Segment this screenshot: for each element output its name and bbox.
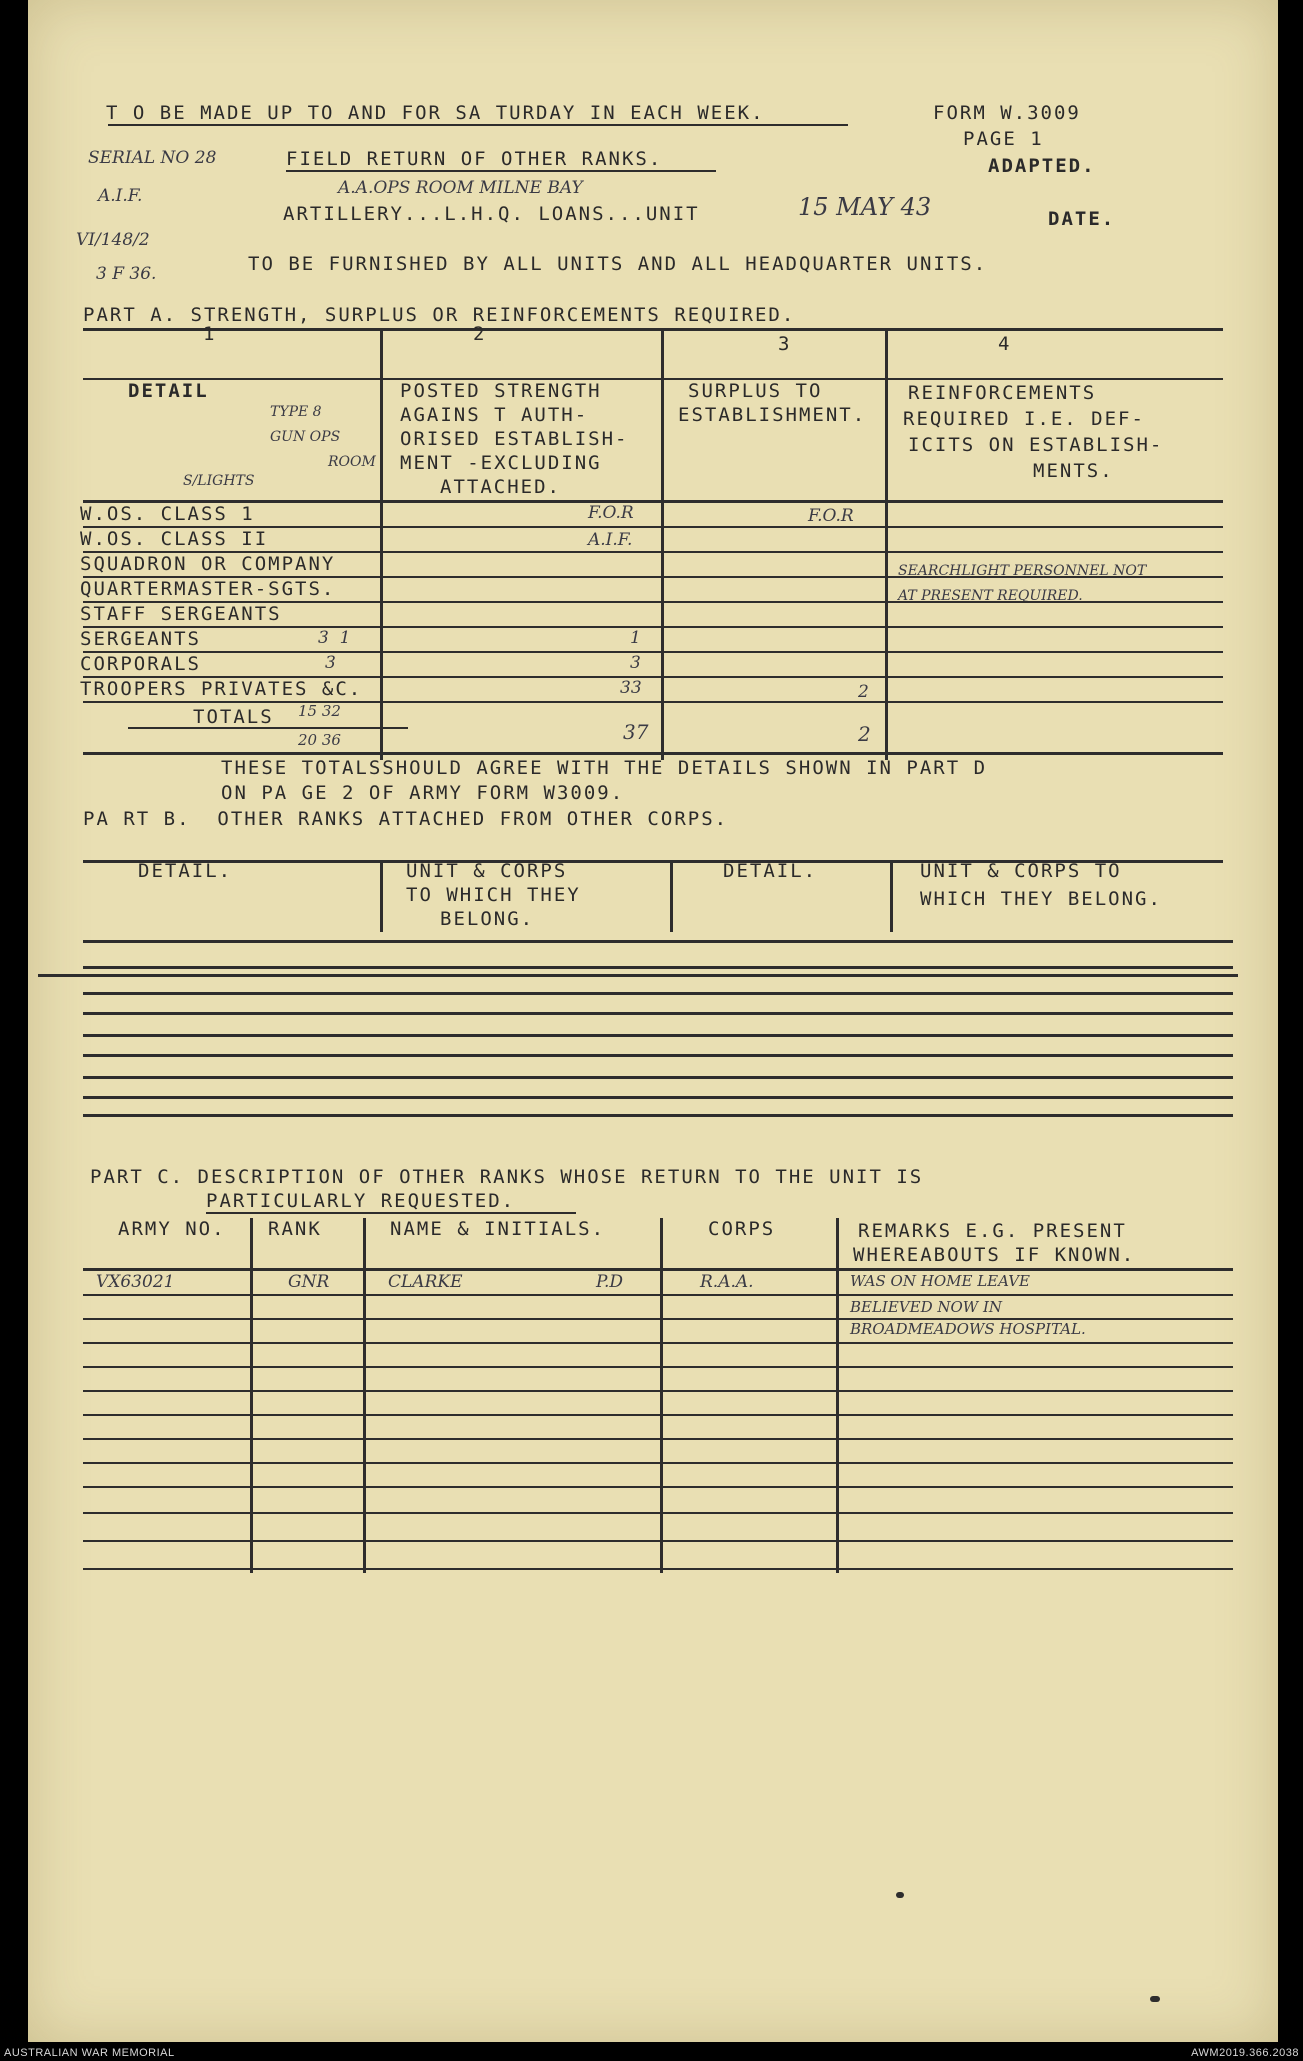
row-staff-sergeants: STAFF SERGEANTS [80,603,282,625]
row-quartermaster-reinf: AT PRESENT REQUIRED. [898,588,1083,604]
row-troopers: TROOPERS PRIVATES &C. [80,678,363,700]
entry-remarks-2: BELIEVED NOW IN [850,1298,1003,1316]
part-c-title-line2: PARTICULARLY REQUESTED. [206,1190,516,1212]
instruction-line: T O BE MADE UP TO AND FOR SA TURDAY IN EACH WEEK. [106,102,765,124]
page-label: PAGE 1 [963,128,1044,150]
part-b-line-1 [83,940,1233,943]
col-number-2: 2 [473,323,487,345]
totals-hand-2: 20 36 [298,731,341,749]
col-detail-header: DETAIL [128,380,209,402]
margin-note-aif: A.I.F. [98,186,143,206]
row-quartermaster: QUARTERMASTER-SGTS. [80,578,336,600]
total-posted: 37 [623,720,649,744]
entry-corps: R.A.A. [700,1272,754,1292]
margin-note-code: 3 F 36. [96,264,157,284]
part-c-col-army-no: ARMY NO. [118,1218,226,1240]
part-c-col-remarks-line2: WHEREABOUTS IF KNOWN. [853,1244,1136,1266]
part-b-line-10 [83,1114,1233,1117]
row-wo-class-1-surplus: F.O.R [808,506,854,526]
part-b-col-detail: DETAIL. [138,860,233,882]
row-wo-class-1: W.OS. CLASS 1 [80,503,255,525]
detail-note-type: TYPE 8 [270,404,322,420]
form-title: FIELD RETURN OF OTHER RANKS. [286,148,663,170]
part-a-title: PART A. STRENGTH, SURPLUS OR REINFORCEMENTS REQUIRED. [83,304,796,326]
row-corporals-posted: 3 [630,653,641,673]
col-number-3: 3 [778,333,792,355]
part-b-col2-line3: BELONG. [440,908,535,930]
unit-line: ARTILLERY...L.H.Q. LOANS...UNIT [283,203,700,225]
part-b-line-8 [83,1076,1233,1079]
row-sergeants-hand: 3 1 [318,628,351,648]
part-b-divider-3 [890,862,893,932]
part-c-col-rank: RANK [268,1218,322,1240]
part-c-title-underline [206,1212,576,1214]
row-troopers-posted: 33 [620,678,642,698]
entry-remarks-3: BROADMEADOWS HOSPITAL. [850,1320,1086,1338]
part-c-divider-3 [660,1218,663,1573]
part-c-line-10 [83,1512,1233,1514]
row-squadron: SQUADRON OR COMPANY [80,553,336,575]
part-c-line-11 [83,1540,1233,1542]
row-wo-class-2: W.OS. CLASS II [80,528,269,550]
col4-header-line4: MENTS. [1033,460,1114,482]
part-c-line-8 [83,1462,1233,1464]
footer-accession: AWM2019.366.2038 [1191,2047,1299,2059]
date-label: DATE. [1048,208,1116,230]
part-b-col4-line2: WHICH THEY BELONG. [920,888,1162,910]
part-c-col-corps: CORPS [708,1218,776,1240]
entry-name: CLARKE [388,1272,463,1292]
part-b-line-5 [83,1012,1233,1015]
part-b-col-detail-2: DETAIL. [723,860,818,882]
col4-header-line1: REINFORCEMENTS [908,382,1097,404]
form-title-underline [286,170,716,172]
row-wo-class-2-posted: A.I.F. [588,530,633,550]
part-c-line-1 [83,1294,1233,1296]
part-a-divider-1 [380,330,383,760]
part-a-rule-bottom [83,752,1223,755]
part-c-divider-1 [250,1218,253,1573]
col2-header-line2: AGAINS T AUTH- [400,404,589,426]
row-corporals: CORPORALS [80,653,201,675]
row-squadron-reinf: SEARCHLIGHT PERSONNEL NOT [898,563,1147,579]
part-a-rule-top [83,328,1223,331]
part-c-line-7 [83,1438,1233,1440]
serial-number: SERIAL NO 28 [88,148,217,168]
detail-note-searchlights: S/LIGHTS [183,473,255,489]
part-c-rule-header [83,1268,1233,1271]
col2-header-line3: ORISED ESTABLISH- [400,428,629,450]
footer-institution: AUSTRALIAN WAR MEMORIAL [4,2047,175,2059]
part-b-divider-1 [380,862,383,932]
part-b-title: PA RT B. OTHER RANKS ATTACHED FROM OTHER CORPS. [83,808,729,830]
part-b-col2-line1: UNIT & CORPS [406,860,568,882]
part-c-col-remarks: REMARKS E.G. PRESENT [858,1220,1127,1242]
instruction-underline [108,124,848,126]
col3-header-line1: SURPLUS TO [688,380,823,402]
totals-hand-1: 15 32 [298,702,341,720]
part-c-col-name: NAME & INITIALS. [390,1218,606,1240]
part-a-rule-numbers [83,378,1223,380]
row-troopers-surplus: 2 [858,682,869,702]
part-c-line-3 [83,1342,1233,1344]
form-number: FORM W.3009 [933,102,1081,124]
col3-header-line2: ESTABLISHMENT. [678,404,867,426]
entry-rank: GNR [288,1272,330,1292]
part-b-divider-2 [670,862,673,932]
col-number-1: 1 [203,323,217,345]
part-a-divider-2 [661,330,664,760]
col4-header-line2: REQUIRED I.E. DEF- [903,408,1145,430]
part-b-line-7 [83,1054,1233,1057]
totals-label: TOTALS [193,706,274,728]
part-c-title-line1: PART C. DESCRIPTION OF OTHER RANKS WHOSE RETURN TO THE UNIT IS [90,1166,924,1188]
col-number-4: 4 [998,333,1012,355]
col4-header-line3: ICITS ON ESTABLISH- [908,434,1164,456]
totals-rule [128,727,408,729]
part-c-line-4 [83,1366,1233,1368]
totals-note-line1: THESE TOTALSSHOULD AGREE WITH THE DETAILS SHOWN IN PART D [221,757,988,779]
part-b-line-4 [83,992,1233,995]
part-b-line-3 [38,974,1238,977]
entry-remarks-1: WAS ON HOME LEAVE [850,1272,1030,1290]
ink-speck [1150,1996,1160,2002]
col2-header-line4: MENT -EXCLUDING [400,452,602,474]
margin-note-reference: VI/148/2 [76,230,150,250]
document-page [28,0,1278,2042]
part-b-line-2 [83,966,1233,969]
part-c-line-5 [83,1390,1233,1392]
row-sergeants: SERGEANTS [80,628,201,650]
row-wo-class-1-posted: F.O.R [588,503,634,523]
entry-initials: P.D [596,1272,624,1292]
row-corporals-hand: 3 [325,653,336,673]
row-rule-6 [83,651,1223,653]
part-b-line-6 [83,1034,1233,1037]
part-c-line-12 [83,1568,1233,1570]
unit-handwritten: A.A.OPS ROOM MILNE BAY [338,178,583,198]
date-handwritten: 15 MAY 43 [798,193,932,221]
part-b-col2-line2: TO WHICH THEY [406,884,581,906]
total-surplus: 2 [858,722,871,746]
adapted-label: ADAPTED. [988,155,1096,177]
part-a-divider-3 [885,330,888,760]
part-c-line-9 [83,1486,1233,1488]
totals-note-line2: ON PA GE 2 OF ARMY FORM W3009. [221,782,625,804]
furnished-line: TO BE FURNISHED BY ALL UNITS AND ALL HEADQUARTER UNITS. [248,253,988,275]
part-c-line-6 [83,1414,1233,1416]
row-rule-5 [83,626,1223,628]
detail-note-gun-ops: GUN OPS [270,429,341,445]
part-c-divider-4 [836,1218,839,1573]
ink-speck [896,1892,904,1898]
detail-note-room: ROOM [328,454,376,470]
row-sergeants-posted: 1 [630,628,641,648]
col2-header-line5: ATTACHED. [440,476,561,498]
row-rule-8 [83,701,1223,703]
part-b-line-9 [83,1096,1233,1099]
part-b-col4-line1: UNIT & CORPS TO [920,860,1122,882]
entry-army-no: VX63021 [96,1272,175,1292]
col2-header-line1: POSTED STRENGTH [400,380,602,402]
part-c-divider-2 [363,1218,366,1573]
